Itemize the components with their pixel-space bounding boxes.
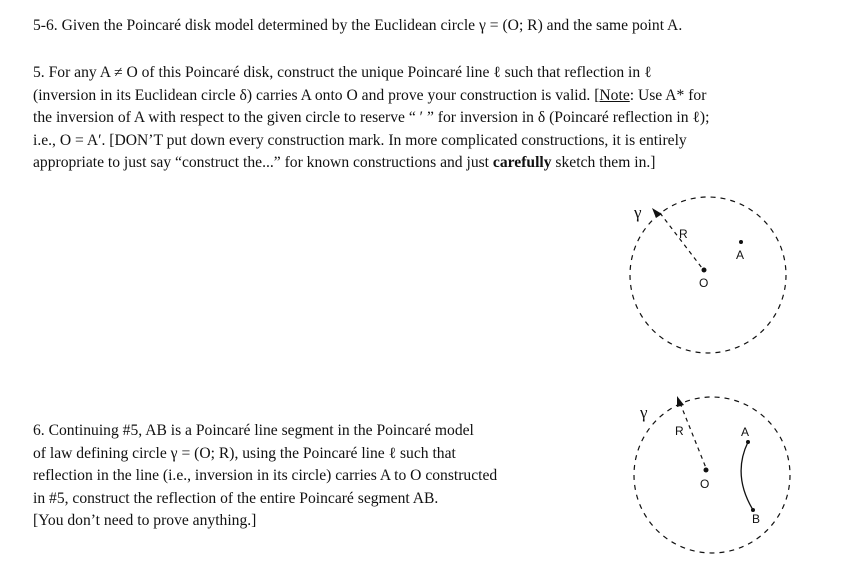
- figure-2-segment-AB: [741, 442, 753, 510]
- problem-6-line-5: [You don’t need to prove anything.]: [33, 512, 257, 529]
- carefully-bold: carefully: [492, 154, 552, 171]
- figure-1-gamma-label: γ: [634, 203, 642, 222]
- figure-1-R-label: R: [679, 227, 688, 241]
- problem-6-line-3: reflection in the line (i.e., inversion in its circle) carries A to O constructed: [33, 467, 498, 484]
- problem-6-line-2: of law defining circle γ = (O; R), using the Poincaré line ℓ such that: [33, 444, 456, 462]
- figure-1-circle-gamma: [630, 197, 786, 353]
- problem-5-line-1: 5. For any A ≠ O of this Poincaré disk, construct the unique Poincaré line ℓ such that reflection in ℓ: [33, 64, 652, 81]
- figure-2-circle-gamma: [634, 397, 790, 553]
- figure-2-radius-R: [680, 403, 706, 468]
- note-label: Note: [599, 86, 630, 104]
- figure-1: [630, 197, 786, 353]
- figure-2-A-label: A: [741, 425, 750, 439]
- figure-2-point-A: [746, 440, 750, 444]
- figure-1-point-O: [702, 268, 707, 273]
- figure-2-B-label: B: [752, 512, 761, 526]
- problem-5-line-4: i.e., O = A′. [DON’T put down every construction mark. In more complicated constructions, it is entirely: [33, 131, 687, 149]
- header-text: 5-6. Given the Poincaré disk model determined by the Euclidean circle γ = (O; R) and the same point A.: [33, 17, 683, 34]
- problem-5-line-3: the inversion of A with respect to the given circle to reserve “ ′ ” for inversion in δ (Poincaré reflection in ℓ);: [33, 109, 710, 126]
- problem-5-line-2: (inversion in its Euclidean circle δ) carries A onto O and prove your construction is valid. [Note: Use A* for: [33, 86, 707, 104]
- figure-1-point-A: [739, 240, 743, 244]
- figure-2-gamma-label: γ: [640, 403, 648, 422]
- figure-2-O-label: O: [700, 477, 710, 491]
- figure-2-arrow-icon: [677, 396, 684, 407]
- figure-2: [634, 396, 790, 553]
- problem-6-line-1: 6. Continuing #5, AB is a Poincaré line segment in the Poincaré model: [33, 422, 474, 439]
- problem-6-line-4: in #5, construct the reflection of the entire Poincaré segment AB.: [33, 489, 439, 507]
- figure-2-R-label: R: [675, 424, 684, 438]
- figure-1-A-label: A: [736, 248, 745, 262]
- problem-5-line-5: appropriate to just say “construct the...” for known constructions and just carefully sketch them in.]: [33, 154, 656, 171]
- figure-2-point-O: [704, 468, 709, 473]
- figure-1-O-label: O: [699, 276, 709, 290]
